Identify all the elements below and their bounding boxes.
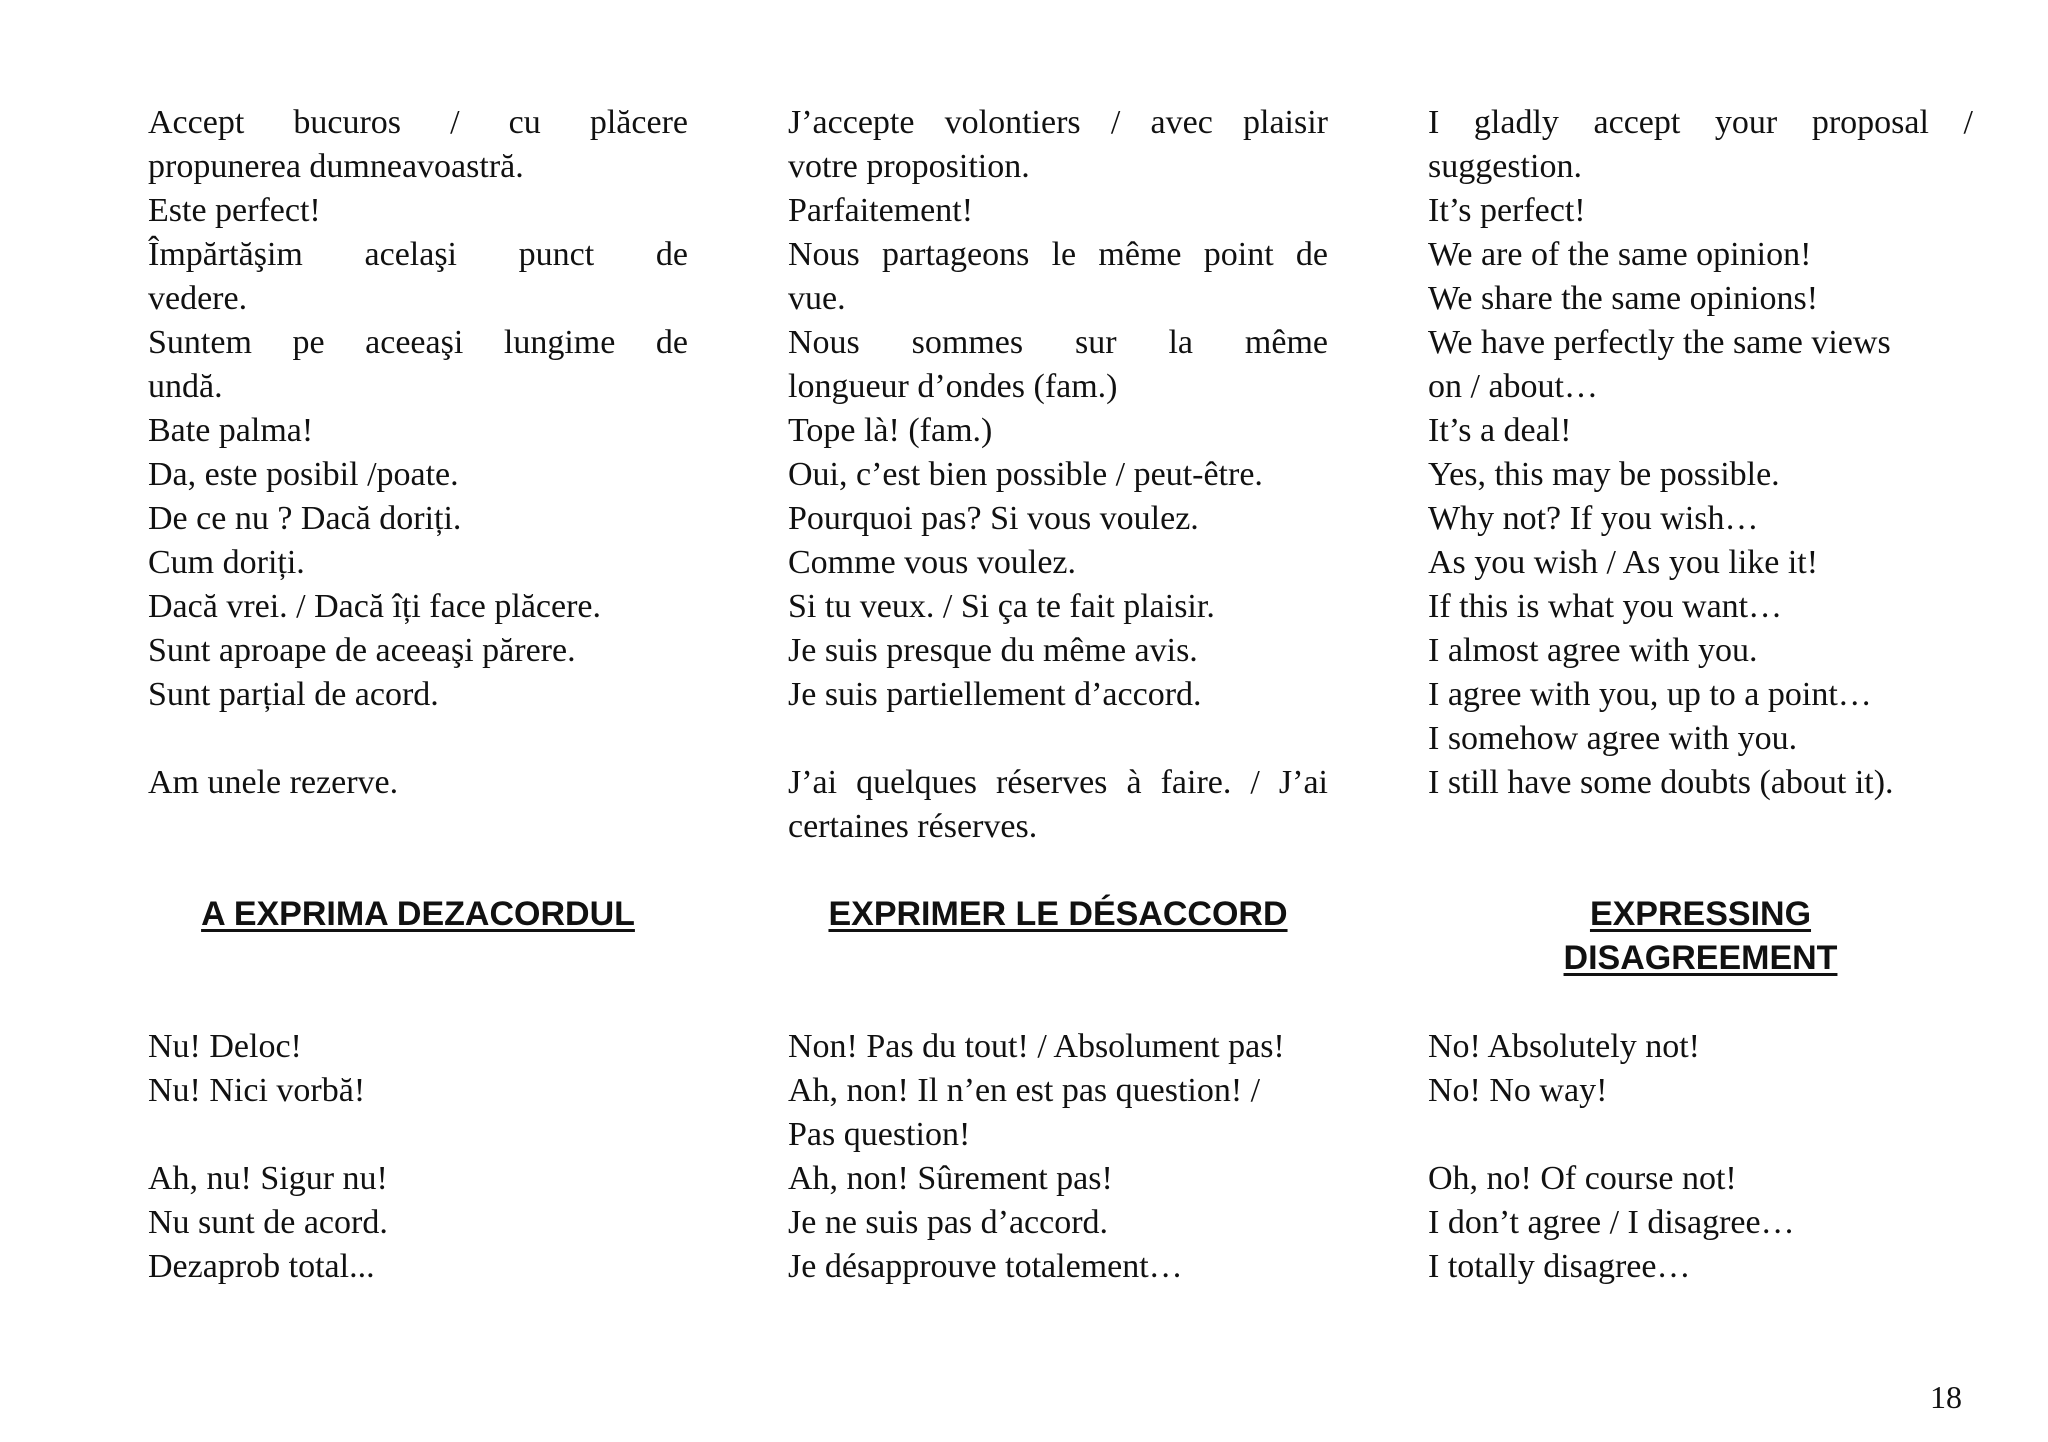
romanian-line: Da, este posibil /poate. [148, 456, 459, 493]
english-line: It’s a deal! [1428, 412, 1572, 449]
french-line: Tope là! (fam.) [788, 412, 993, 449]
french-line: Je suis presque du même avis. [788, 632, 1198, 669]
page-number: 18 [1930, 1379, 1962, 1415]
romanian-line: Am unele rezerve. [148, 764, 399, 801]
french-line: Je désapprouve totalement… [788, 1248, 1183, 1285]
french-line: certaines réserves. [788, 808, 1038, 845]
english-section-heading: EXPRESSING [1589, 895, 1812, 933]
french-line: Pas question! [788, 1116, 971, 1153]
english-line: on / about… [1428, 368, 1598, 405]
romanian-line: Dacă vrei. / Dacă îți face plăcere. [148, 588, 602, 625]
romanian-line: Ah, nu! Sigur nu! [148, 1160, 388, 1197]
english-line: I agree with you, up to a point… [1428, 676, 1872, 713]
romanian-line: De ce nu ? Dacă doriți. [148, 500, 462, 537]
french-line: Si tu veux. / Si ça te fait plaisir. [788, 588, 1215, 625]
english-line: I almost agree with you. [1428, 632, 1758, 669]
french-line: Comme vous voulez. [788, 544, 1077, 581]
french-line: votre proposition. [788, 148, 1030, 185]
english-line: If this is what you want… [1428, 588, 1783, 625]
romanian-line: Sunt parțial de acord. [148, 676, 439, 713]
romanian-section-heading: A EXPRIMA DEZACORDUL [201, 895, 635, 933]
french-line: Pourquoi pas? Si vous voulez. [788, 500, 1199, 537]
french-line: J’ai quelques réserves à faire. / J’ai [788, 764, 1328, 801]
english-line: Oh, no! Of course not! [1428, 1160, 1737, 1197]
english-line: No! Absolutely not! [1428, 1028, 1700, 1065]
french-line: vue. [788, 280, 846, 317]
english-line: suggestion. [1428, 148, 1582, 185]
english-line: As you wish / As you like it! [1428, 544, 1819, 581]
french-line: Nous partageons le même point de [788, 236, 1328, 273]
romanian-line: Cum doriți. [148, 544, 305, 581]
french-line: Non! Pas du tout! / Absolument pas! [788, 1028, 1285, 1065]
english-line: Why not? If you wish… [1428, 500, 1759, 537]
english-line: I totally disagree… [1428, 1248, 1691, 1285]
romanian-line: Sunt aproape de aceeaşi părere. [148, 632, 576, 669]
french-line: Je ne suis pas d’accord. [788, 1204, 1109, 1241]
english-line: We have perfectly the same views [1428, 324, 1891, 361]
english-line: I don’t agree / I disagree… [1428, 1204, 1795, 1241]
french-line: longueur d’ondes (fam.) [788, 368, 1118, 405]
french-line: Ah, non! Sûrement pas! [788, 1160, 1113, 1197]
romanian-line: Accept bucuros / cu plăcere [148, 104, 688, 141]
romanian-line: Împărtăşim acelaşi punct de [148, 236, 688, 273]
english-section-heading: DISAGREEMENT [1563, 939, 1838, 977]
english-line: No! No way! [1428, 1072, 1608, 1109]
french-line: Oui, c’est bien possible / peut-être. [788, 456, 1263, 493]
french-line: Nous sommes sur la même [788, 324, 1328, 361]
romanian-line: Este perfect! [148, 192, 321, 229]
romanian-line: vedere. [148, 280, 248, 317]
french-line: Ah, non! Il n’en est pas question! / [788, 1072, 1261, 1109]
french-line: J’accepte volontiers / avec plaisir [788, 104, 1328, 141]
romanian-line: undă. [148, 368, 223, 405]
romanian-line: Nu! Deloc! [148, 1028, 302, 1065]
romanian-line: Suntem pe aceeaşi lungime de [148, 324, 688, 361]
french-line: Je suis partiellement d’accord. [788, 676, 1202, 713]
french-section-heading: EXPRIMER LE DÉSACCORD [828, 895, 1288, 933]
english-line: I still have some doubts (about it). [1428, 764, 1894, 801]
romanian-line: propunerea dumneavoastră. [148, 148, 524, 185]
romanian-line: Nu! Nici vorbă! [148, 1072, 366, 1109]
english-line: Yes, this may be possible. [1428, 456, 1780, 493]
english-line: We are of the same opinion! [1428, 236, 1812, 273]
english-line: I somehow agree with you. [1428, 720, 1798, 757]
romanian-line: Bate palma! [148, 412, 314, 449]
english-line: I gladly accept your proposal / [1428, 104, 1973, 141]
english-line: It’s perfect! [1428, 192, 1586, 229]
english-line: We share the same opinions! [1428, 280, 1819, 317]
romanian-line: Dezaprob total... [148, 1248, 375, 1285]
romanian-line: Nu sunt de acord. [148, 1204, 388, 1241]
french-line: Parfaitement! [788, 192, 974, 229]
